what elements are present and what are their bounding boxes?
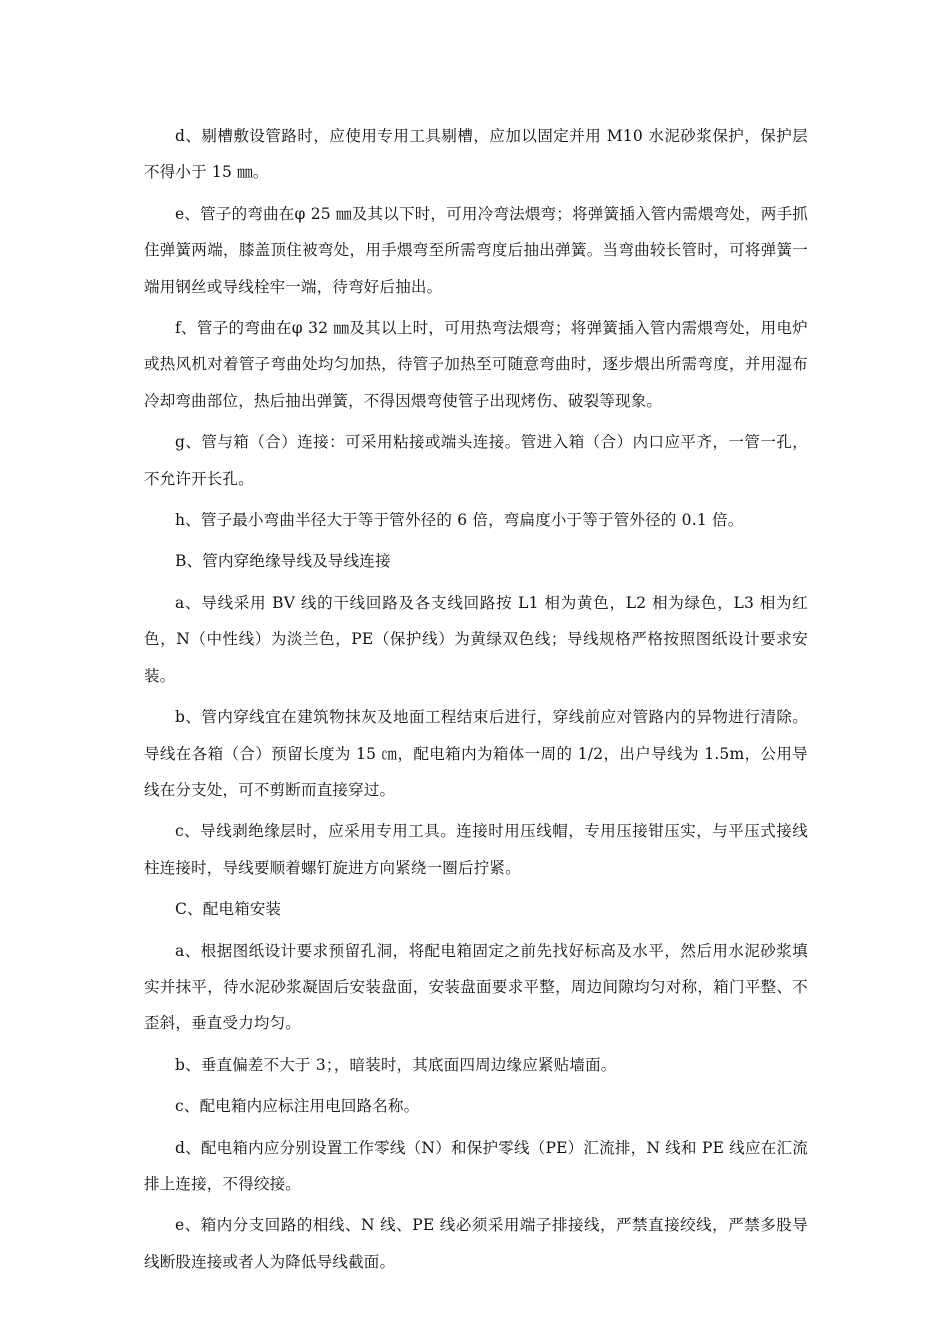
section-heading-wiring: B、管内穿绝缘导线及导线连接 (175, 552, 391, 571)
paragraph-circuit-labeling: c、配电箱内应标注用电回路名称。 (175, 1097, 420, 1116)
paragraph-cold-bending: e、管子的弯曲在φ 25 ㎜及其以下时，可用冷弯法煨弯；将弹簧插入管内需煨弯处，两手抓住弹簧两端，膝盖顶住被弯处，用手煨弯至所需弯度后抽出弹簧。当弯曲较长管时，可将弹簧一端用钢丝或导线栓牢一端，待弯好后抽出。 (144, 204, 808, 296)
section-heading-distribution-box: C、配电箱安装 (175, 900, 282, 919)
paragraph-pipe-box-connection: g、管与箱（合）连接：可采用粘接或端头连接。管进入箱（合）内口应平齐，一管一孔，不允许开长孔。 (144, 433, 808, 488)
paragraph-hot-bending: f、管子的弯曲在φ 32 ㎜及其以上时，可用热弯法煨弯；将弹簧插入管内需煨弯处，用电炉或热风机对着管子弯曲处均匀加热，待管子加热至可随意弯曲时，逐步煨出所需弯度，并用湿布冷却弯曲部位，热后抽出弹簧，不得因煨弯使管子出现烤伤、破裂等现象。 (144, 319, 808, 410)
paragraph-busbars: d、配电箱内应分别设置工作零线（N）和保护零线（PE）汇流排，N 线和 PE 线应在汇流排上连接，不得绞接。 (144, 1138, 808, 1193)
paragraph-vertical-deviation: b、垂直偏差不大于 3；，暗装时，其底面四周边缘应紧贴墙面。 (175, 1055, 617, 1074)
paragraph-terminal-blocks: e、箱内分支回路的相线、N 线、PE 线必须采用端子排接线，严禁直接绞线，严禁多股导线断股连接或者人为降低导线截面。 (144, 1216, 808, 1271)
paragraph-bending-radius: h、管子最小弯曲半径大于等于管外径的 6 倍，弯扁度小于等于管外径的 0.1 倍。 (175, 511, 744, 530)
document-body (144, 118, 808, 1285)
paragraph-wire-colors: a、导线采用 BV 线的干线回路及各支线回路按 L1 相为黄色，L2 相为绿色，L3 相为红色，N（中性线）为淡兰色，PE（保护线）为黄绿双色线；导线规格严格按照图纸设计要求安装。 (144, 593, 808, 685)
paragraph-conduit-slotting: d、剔槽敷设管路时，应使用专用工具剔槽，应加以固定并用 M10 水泥砂浆保护，保护层不得小于 15 ㎜。 (144, 127, 808, 182)
paragraph-wire-pulling: b、管内穿线宜在建筑物抹灰及地面工程结束后进行，穿线前应对管路内的异物进行清除。导线在各箱（合）预留长度为 15 ㎝，配电箱内为箱体一周的 1/2，出户导线为 1.5m，公用导线在分支处，可不剪断而直接穿过。 (144, 708, 808, 799)
paragraph-box-fixing: a、根据图纸设计要求预留孔洞，将配电箱固定之前先找好标高及水平，然后用水泥砂浆填实并抹平，待水泥砂浆凝固后安装盘面，安装盘面要求平整，周边间隙均匀对称，箱门平整、不歪斜，垂直受力均匀。 (144, 941, 808, 1033)
paragraph-insulation-stripping: c、导线剥绝缘层时，应采用专用工具。连接时用压线帽，专用压接钳压实，与平压式接线柱连接时，导线要顺着螺钉旋进方向紧绕一圈后拧紧。 (144, 822, 808, 877)
